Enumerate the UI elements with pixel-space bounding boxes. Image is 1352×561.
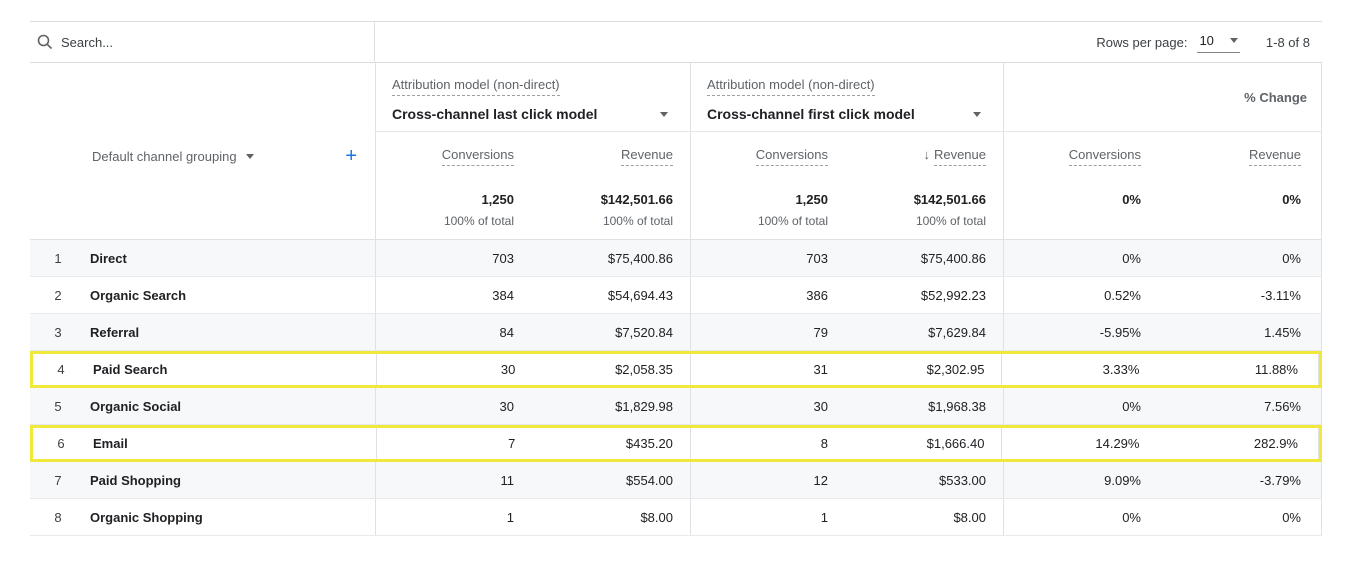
pct-change-header — [1003, 63, 1322, 132]
cell-model1-conversions: 84 — [499, 324, 514, 340]
cell-change-conversions: 9.09% — [1104, 472, 1141, 488]
pct-change-metric-headers — [1003, 132, 1322, 180]
cell-model1-revenue: $2,058.35 — [615, 362, 673, 377]
cell-change-conversions: 0.52% — [1104, 287, 1141, 303]
cell-model1-revenue: $8.00 — [640, 509, 673, 525]
cell-model2-conversions: 8 — [820, 436, 828, 451]
cell-change-revenue: -3.79% — [1259, 472, 1301, 488]
model1-totals — [375, 180, 690, 239]
dropdown-caret-icon — [660, 112, 668, 117]
col-header-revenue[interactable]: Revenue — [621, 147, 673, 166]
cell-model2-conversions: 703 — [806, 250, 828, 266]
cell-model2-conversions: 1 — [820, 509, 828, 525]
model2-cells — [690, 428, 1002, 459]
cell-change-revenue: 0% — [1282, 509, 1301, 525]
cell-model2-revenue: $1,968.38 — [928, 398, 986, 414]
cell-change-conversions: 14.29% — [1095, 436, 1140, 451]
row-channel: Paid Shopping — [90, 472, 181, 488]
search-icon — [37, 34, 53, 50]
model2-select[interactable] — [707, 106, 1003, 122]
pct-change-cells — [1001, 428, 1319, 459]
cell-model1-revenue: $554.00 — [626, 472, 673, 488]
row-channel: Email — [93, 436, 128, 451]
row-dimension-cell — [30, 388, 375, 424]
cell-model1-conversions: 30 — [500, 362, 516, 377]
cell-model2-revenue: $75,400.86 — [920, 250, 986, 266]
attribution-model-label[interactable]: Attribution model (non-direct) — [707, 77, 875, 96]
total-note: 100% of total — [443, 214, 514, 228]
rows-per-page-label: Rows per page: — [1096, 34, 1188, 50]
rows-per-page-select[interactable] — [1197, 31, 1239, 53]
table-row — [30, 388, 1322, 425]
table-row — [30, 499, 1322, 536]
pct-change-cells — [1003, 277, 1322, 313]
totals-spacer — [30, 180, 375, 239]
row-number: 6 — [57, 436, 65, 451]
cell-model1-revenue: $7,520.84 — [615, 324, 673, 340]
table-row — [30, 462, 1322, 499]
row-number: 5 — [54, 398, 62, 414]
dropdown-caret-icon — [246, 154, 254, 159]
pagination-controls — [375, 22, 1322, 62]
attribution-comparison-table — [30, 21, 1322, 536]
cell-change-conversions: -5.95% — [1099, 324, 1141, 340]
cell-model2-conversions: 12 — [813, 472, 828, 488]
cell-change-conversions: 3.33% — [1102, 362, 1140, 377]
pct-change-cells — [1003, 499, 1322, 535]
pct-change-cells — [1001, 354, 1319, 385]
cell-model1-conversions: 7 — [508, 436, 516, 451]
model1-cells — [375, 314, 690, 350]
col-header-revenue[interactable]: Revenue — [1249, 147, 1301, 166]
cell-change-revenue: 11.88% — [1254, 362, 1298, 377]
model1-header — [375, 63, 690, 132]
cell-model1-revenue: $1,829.98 — [615, 398, 673, 414]
dropdown-caret-icon — [1230, 38, 1238, 43]
model2-header — [690, 63, 1003, 132]
cell-change-revenue: 0% — [1282, 250, 1301, 266]
pct-change-cells — [1003, 462, 1322, 498]
model1-select[interactable] — [392, 106, 690, 122]
rows-per-page-value: 10 — [1199, 33, 1214, 48]
attribution-header-spacer — [30, 63, 375, 132]
cell-change-conversions: 0% — [1122, 398, 1141, 414]
model2-cells — [690, 277, 1003, 313]
model2-value: Cross-channel first click model — [707, 106, 915, 122]
row-number: 4 — [57, 362, 65, 377]
row-channel: Organic Search — [90, 287, 187, 303]
cell-model2-revenue: $1,666.40 — [926, 436, 985, 451]
cell-model2-revenue: $52,992.23 — [920, 287, 986, 303]
pct-change-label: % Change — [1244, 89, 1307, 105]
cell-model1-conversions: 1 — [506, 509, 514, 525]
table-row — [30, 277, 1322, 314]
row-number: 7 — [54, 472, 62, 488]
total-conversions: 1,250 — [795, 192, 828, 207]
model1-cells — [375, 277, 690, 313]
total-revenue: $142,501.66 — [913, 192, 986, 207]
dimension-select[interactable] — [92, 149, 254, 164]
row-channel: Paid Search — [93, 362, 168, 377]
model1-value: Cross-channel last click model — [392, 106, 598, 122]
add-dimension-button[interactable]: + — [345, 145, 357, 167]
total-note: 100% of total — [915, 214, 986, 228]
cell-model2-conversions: 386 — [806, 287, 828, 303]
cell-model1-conversions: 30 — [499, 398, 514, 414]
dropdown-caret-icon — [973, 112, 981, 117]
search-box — [30, 22, 375, 62]
pct-change-totals — [1003, 180, 1322, 239]
row-dimension-cell — [30, 277, 375, 313]
pct-change-cells — [1003, 240, 1322, 276]
table-row — [30, 314, 1322, 351]
row-number: 3 — [54, 324, 62, 340]
total-note: 100% of total — [602, 214, 673, 228]
rows-per-page — [1096, 31, 1240, 53]
col-header-conversions[interactable]: Conversions — [442, 147, 514, 166]
row-channel: Organic Social — [90, 398, 182, 414]
table-row — [30, 351, 1322, 388]
table-row — [30, 240, 1322, 277]
row-dimension-cell — [30, 314, 375, 350]
cell-change-revenue: 1.45% — [1264, 324, 1301, 340]
cell-change-conversions: 0% — [1122, 250, 1141, 266]
row-dimension-cell — [33, 354, 376, 385]
cell-model1-revenue: $435.20 — [625, 436, 673, 451]
model1-metric-headers — [375, 132, 690, 180]
search-input[interactable] — [61, 35, 311, 50]
total-note: 100% of total — [757, 214, 828, 228]
row-number: 2 — [54, 287, 62, 303]
model2-cells — [690, 240, 1003, 276]
dimension-label: Default channel grouping — [92, 148, 237, 164]
model1-cells — [375, 388, 690, 424]
cell-model2-conversions: 30 — [813, 398, 828, 414]
cell-model1-conversions: 11 — [500, 472, 514, 488]
total-revenue: $142,501.66 — [600, 192, 673, 207]
model2-cells — [690, 499, 1003, 535]
row-channel: Organic Shopping — [90, 509, 203, 525]
cell-model2-revenue: $2,302.95 — [926, 362, 985, 377]
model2-metric-headers — [690, 132, 1003, 180]
row-dimension-cell — [30, 240, 375, 276]
row-channel: Referral — [90, 324, 140, 340]
total-change-conversions: 0% — [1122, 192, 1141, 207]
column-header-row — [30, 132, 1322, 180]
cell-change-revenue: 282.9% — [1253, 436, 1298, 451]
total-conversions: 1,250 — [481, 192, 514, 207]
cell-model1-conversions: 703 — [492, 250, 514, 266]
sort-descending-icon: ↓ — [923, 146, 930, 162]
model1-cells — [375, 499, 690, 535]
col-header-revenue[interactable]: Revenue — [934, 147, 986, 166]
row-dimension-cell — [33, 428, 376, 459]
attribution-model-label[interactable]: Attribution model (non-direct) — [392, 77, 560, 96]
table-toolbar — [30, 22, 1322, 63]
model2-cells — [690, 354, 1002, 385]
model1-cells — [375, 240, 690, 276]
cell-change-revenue: -3.11% — [1260, 287, 1301, 303]
col-header-conversions[interactable]: Conversions — [756, 147, 828, 166]
cell-model2-conversions: 79 — [813, 324, 828, 340]
attribution-header-row — [30, 63, 1322, 132]
model1-cells — [376, 354, 690, 385]
col-header-conversions[interactable]: Conversions — [1069, 147, 1141, 166]
table-body — [30, 240, 1322, 536]
row-number: 1 — [54, 250, 62, 266]
table-row — [30, 425, 1322, 462]
cell-model1-revenue: $75,400.86 — [607, 250, 673, 266]
model2-cells — [690, 462, 1003, 498]
model1-cells — [375, 462, 690, 498]
model1-cells — [376, 428, 690, 459]
cell-model2-conversions: 31 — [813, 362, 828, 377]
row-dimension-cell — [30, 462, 375, 498]
totals-row — [30, 180, 1322, 240]
cell-model1-revenue: $54,694.43 — [607, 287, 673, 303]
cell-model2-revenue: $8.00 — [953, 509, 986, 525]
model2-totals — [690, 180, 1003, 239]
cell-change-conversions: 0% — [1122, 509, 1141, 525]
cell-change-revenue: 7.56% — [1264, 398, 1301, 414]
model2-cells — [690, 314, 1003, 350]
row-channel: Direct — [90, 250, 127, 266]
row-dimension-cell — [30, 499, 375, 535]
dimension-header — [30, 132, 375, 180]
pagination-range: 1-8 of 8 — [1265, 34, 1310, 50]
model2-cells — [690, 388, 1003, 424]
cell-model2-revenue: $533.00 — [939, 472, 986, 488]
pct-change-cells — [1003, 314, 1322, 350]
pct-change-cells — [1003, 388, 1322, 424]
cell-model1-conversions: 384 — [492, 287, 514, 303]
total-change-revenue: 0% — [1282, 192, 1301, 207]
cell-model2-revenue: $7,629.84 — [928, 324, 986, 340]
row-number: 8 — [54, 509, 62, 525]
